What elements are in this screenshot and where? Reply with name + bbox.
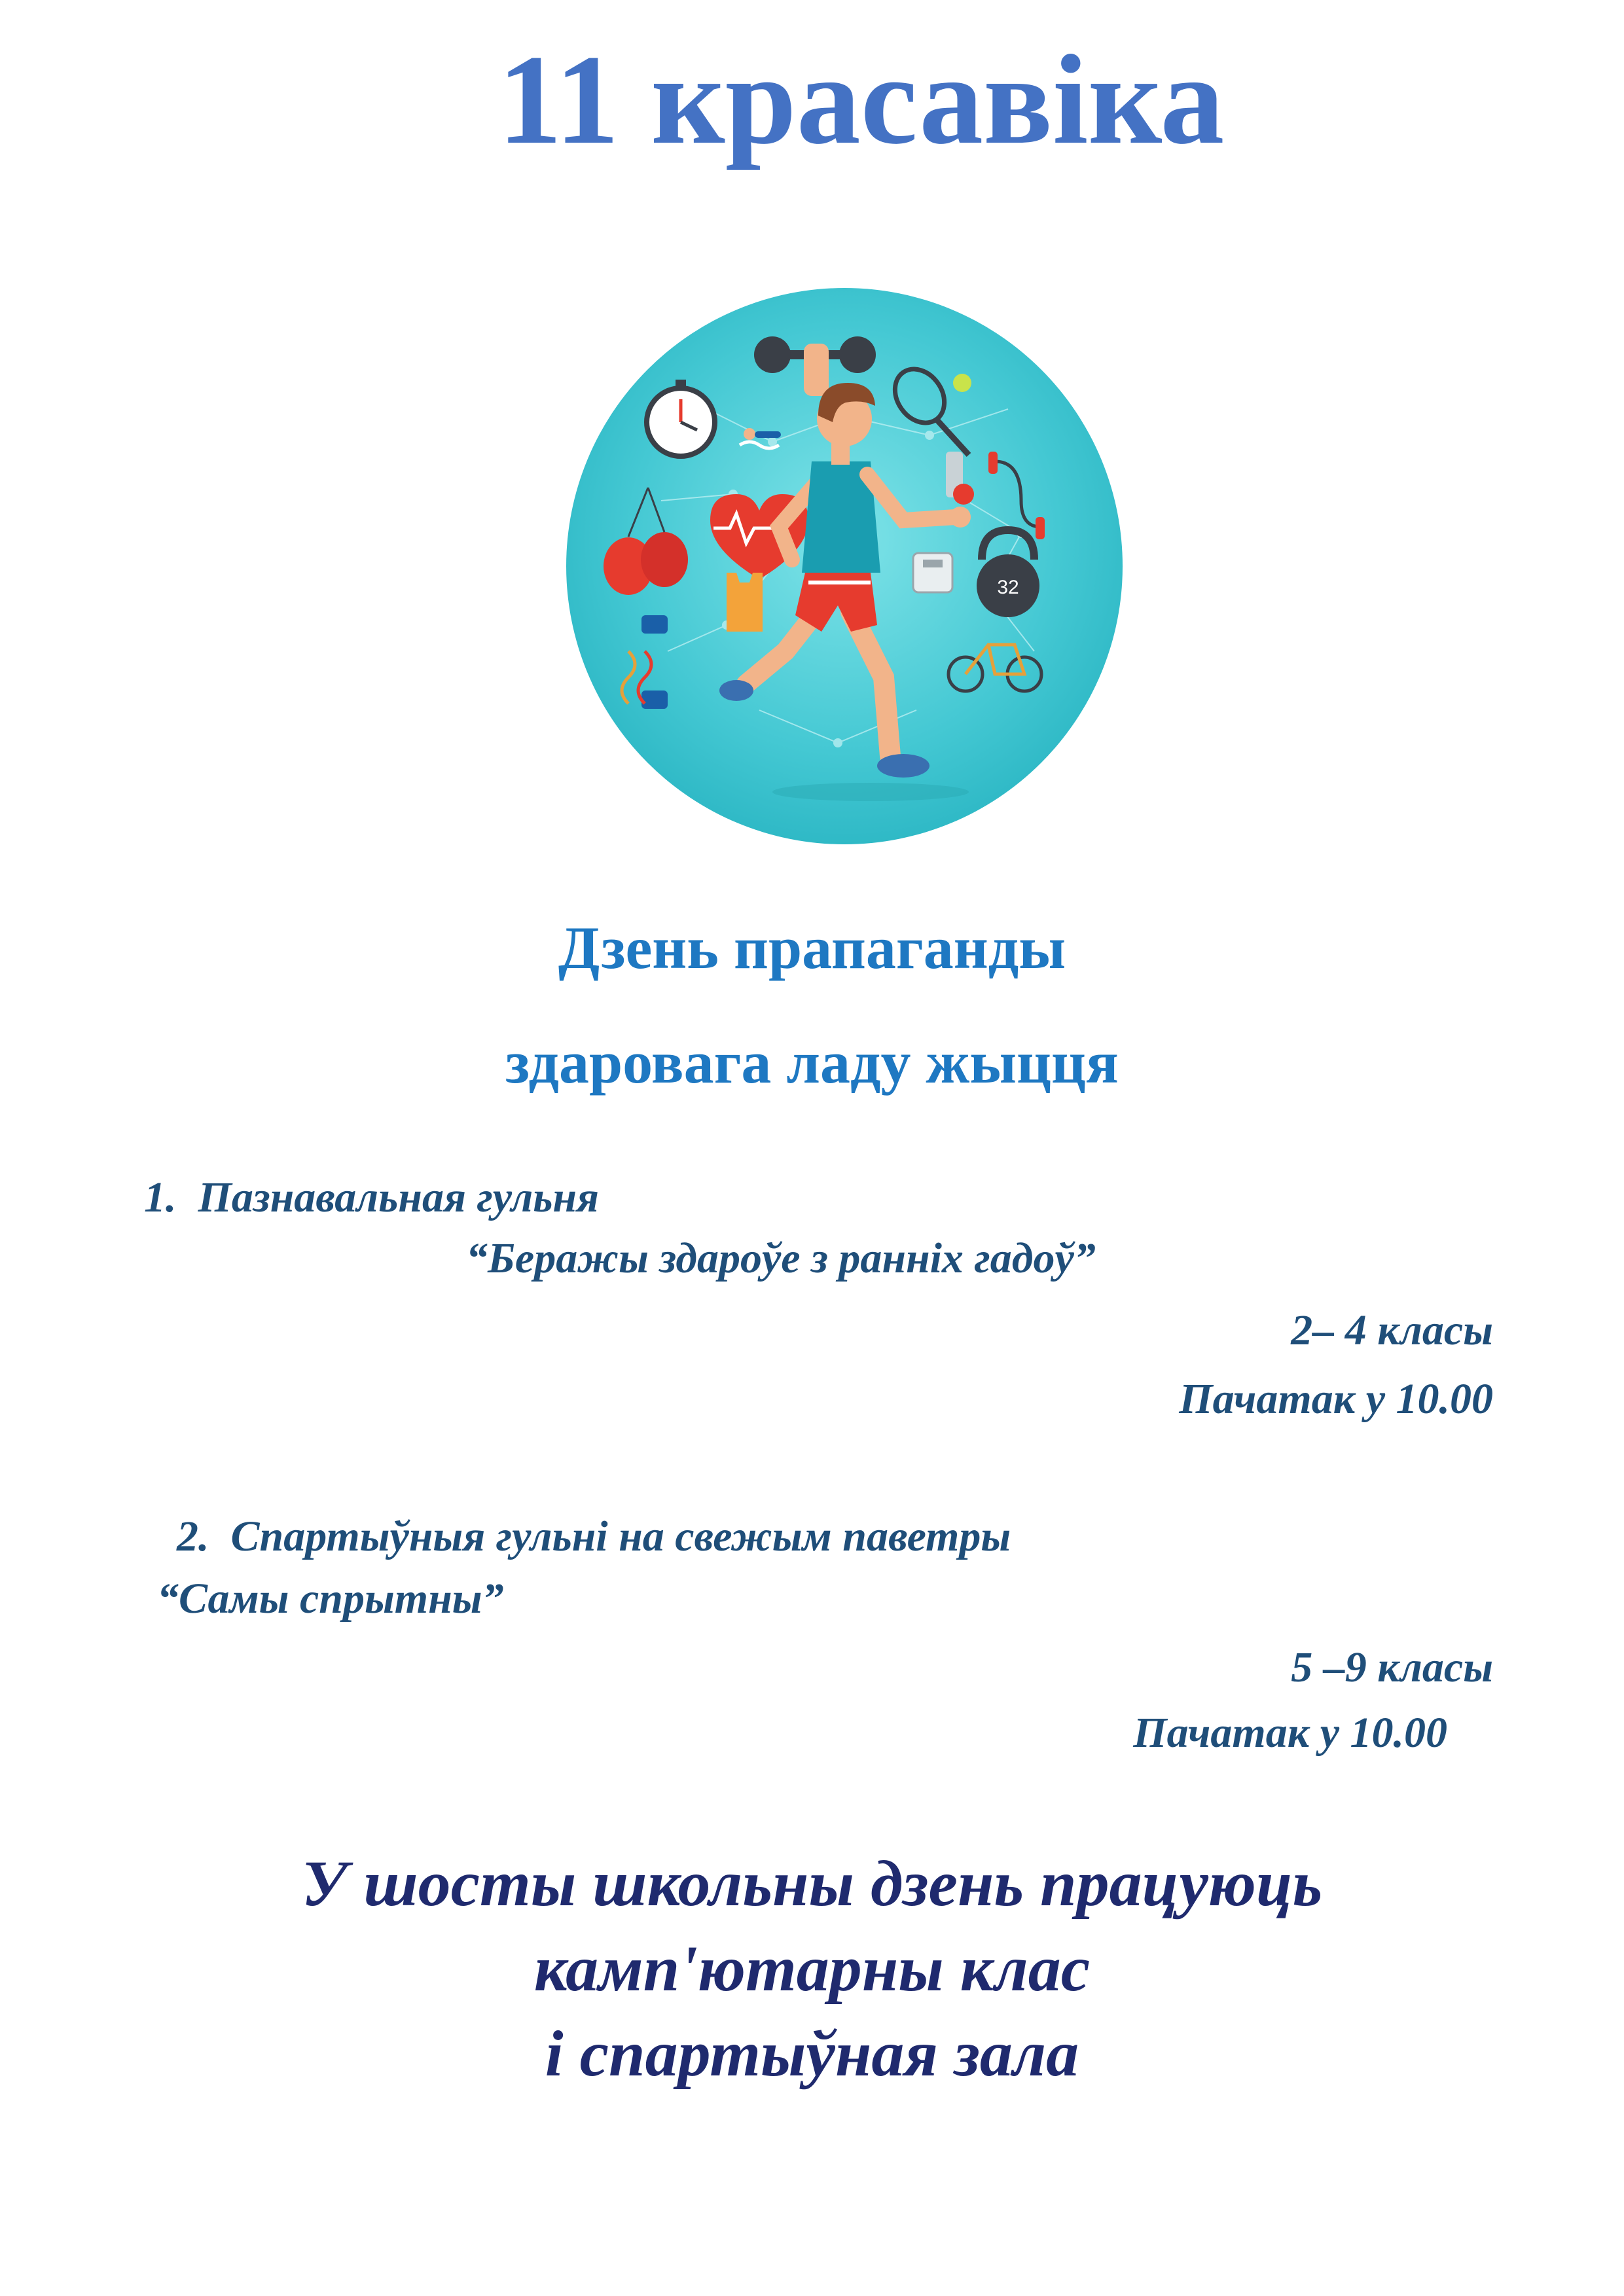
event-1-type: Пазнавальная гульня xyxy=(198,1174,599,1221)
event-2-number: 2. xyxy=(177,1513,209,1560)
event-2-start-time: Пачатак у 10.00 xyxy=(1133,1709,1447,1757)
event-2-type: Спартыўныя гульні на свежым паветры xyxy=(230,1513,1011,1560)
event-1-start-time: Пачатак у 10.00 xyxy=(1179,1375,1493,1423)
event-2-type-line xyxy=(177,1512,1011,1562)
scale-icon xyxy=(913,553,952,592)
notice-line3: і спартыўная зала xyxy=(545,2017,1079,2090)
event-title-line1: Дзень прапаганды xyxy=(558,914,1066,981)
svg-text:32: 32 xyxy=(997,577,1019,598)
notice-line1: У шосты школьны дзень працуюць xyxy=(301,1847,1323,1920)
event-1-number: 1. xyxy=(144,1174,177,1221)
healthy-lifestyle-illustration xyxy=(563,285,1126,848)
event-2-name: “Самы спрытны” xyxy=(157,1575,504,1623)
date-heading: 11 красавіка xyxy=(497,29,1225,171)
event-1-grades: 2– 4 класы xyxy=(1291,1306,1493,1354)
event-title-line2: здаровага ладу жыцця xyxy=(505,1029,1119,1096)
event-1-name: “Беражы здароўе з ранніх гадоў” xyxy=(466,1234,1096,1282)
event-1-type-line xyxy=(144,1173,599,1223)
event-2-grades: 5 –9 класы xyxy=(1291,1643,1493,1691)
notice-line2: камп'ютарны клас xyxy=(533,1932,1091,2005)
